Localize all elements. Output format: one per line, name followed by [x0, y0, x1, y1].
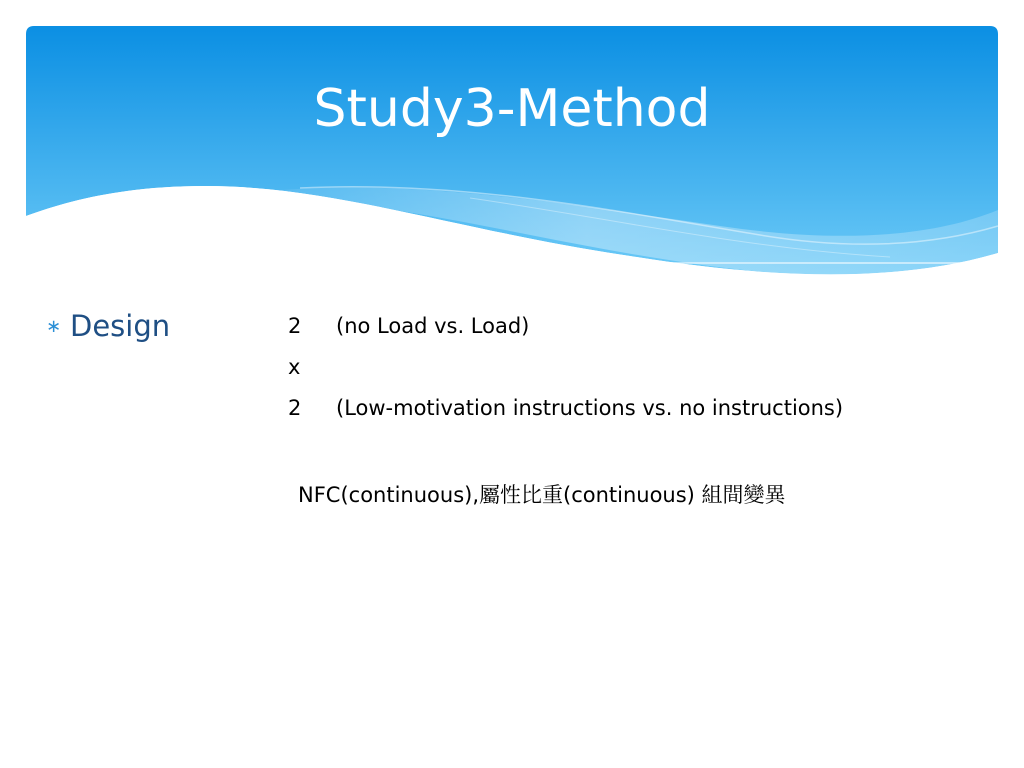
asterisk-bullet-icon: ∗: [46, 316, 62, 337]
design-bullet: [46, 306, 170, 346]
header-wave-background: [0, 0, 1024, 300]
design-description: [288, 306, 843, 429]
factor-two-level-count: 2: [288, 396, 302, 420]
slide-title: Study3-Method: [313, 79, 711, 139]
design-label: Design: [70, 309, 171, 343]
factor-two-line: [288, 388, 843, 429]
factor-one-level-count: 2: [288, 314, 302, 338]
factor-two-text: (Low-motivation instructions vs. no instructions): [336, 396, 844, 420]
factor-one-text: (no Load vs. Load): [336, 314, 530, 338]
continuous-variable-note: NFC(continuous),屬性比重(continuous) 組間變異: [298, 483, 786, 507]
factor-operator-line: [288, 347, 843, 388]
factor-operator: x: [288, 355, 301, 379]
factor-one-line: [288, 306, 843, 347]
